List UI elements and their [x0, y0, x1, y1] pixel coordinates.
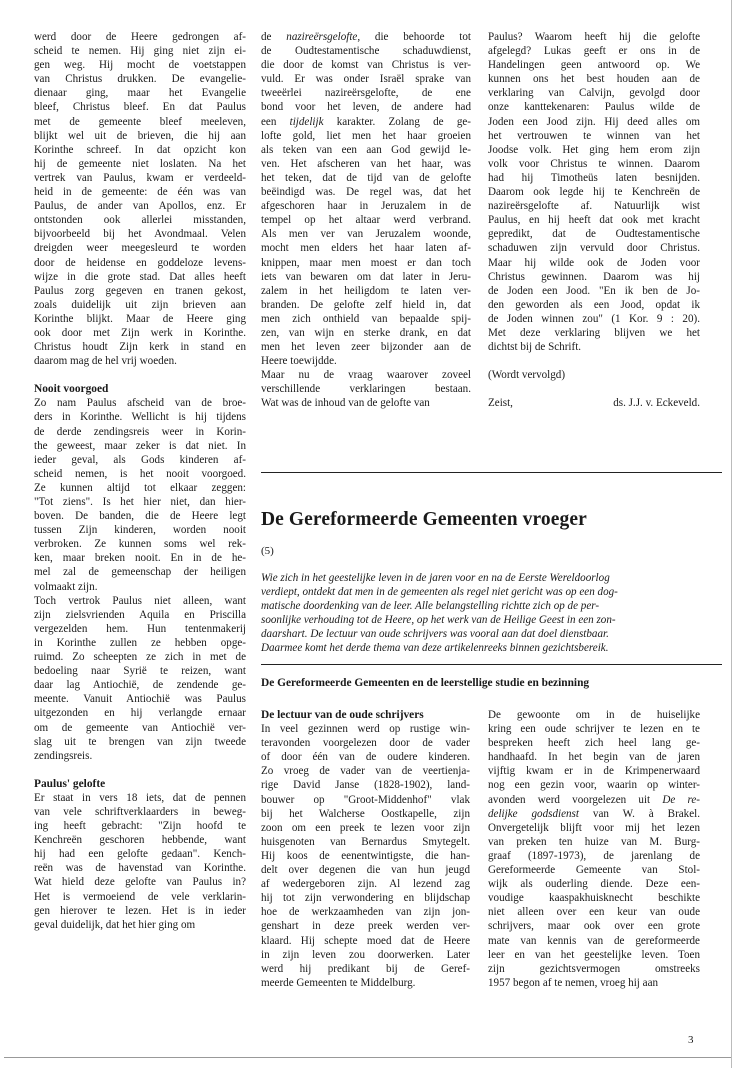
spacer — [34, 368, 246, 382]
text-line: leer en van het geestelijke leven. Toen — [488, 948, 700, 961]
text-line: mel zal de gemeenschap der heiligen — [34, 566, 246, 579]
intro-line: Wie zich in het geestelijke leven in de jaren voor en na de Eerste Wereldoorlog — [261, 572, 610, 584]
column-4 — [261, 708, 470, 990]
paragraph — [34, 396, 246, 593]
paragraph — [488, 708, 700, 990]
signature-author: ds. J.J. v. Eckeveld. — [613, 397, 700, 410]
text-line: Zo vroeg de vader van de veertienja- — [261, 765, 470, 778]
signature-place: Zeist, — [488, 397, 513, 410]
text-line: Hij koos de eenentwintigste, die han- — [261, 849, 470, 862]
text-line: bedoeling naar Syrië te reizen, want — [34, 665, 246, 678]
text-line: een tijdelijk karakter. Zolang de ge- — [261, 115, 471, 128]
text-line: Maar nu de vraag waarover zoveel — [261, 369, 471, 382]
text-line: graaf (1897-1973), de jarenlang de — [488, 849, 700, 862]
text-line: knippen, maar men moest er dan toch — [261, 256, 471, 269]
text-line: Handelingen geen antwoord op. We — [488, 59, 700, 72]
page-bottom-edge — [4, 1057, 732, 1058]
article-subtitle: De Gereformeerde Gemeenten en de leerstellige studie en bezinning — [261, 677, 590, 689]
text-line: gen hierover te lezen. Het is in ieder — [34, 904, 246, 917]
text-line: die door de komst van Christus is ver- — [261, 59, 471, 72]
text-line: Maar hij wilde ook de Joden voor — [488, 256, 700, 269]
paragraph — [34, 594, 246, 763]
text-line: blijkt wel uit de brieven, die hij aan — [34, 129, 246, 142]
text-line: ook door met Zijn werk in Korinthe. — [34, 326, 246, 339]
text-line: in zijn leven zou doorwerken. Later — [261, 948, 470, 961]
intro-line: verdiept, ontdekt dat men in de gemeenten als regel niet gericht was op een dog- — [261, 586, 618, 599]
intro-line: soonlijke verhouding tot de Heere, op het werk van de Heilige Geest in een zon- — [261, 614, 616, 627]
text-line: vertrek van Paulus, kwam er verdeeld- — [34, 171, 246, 184]
text-line: zalem in het heiligdom te laten ver- — [261, 284, 471, 297]
text-line: volk voor Christus te winnen. Daarom — [488, 157, 700, 170]
text-line: van Christus drukken. De evangelie- — [34, 73, 246, 86]
text-line: Zo nam Paulus afscheid van de broe- — [34, 397, 246, 410]
intro-line: Daarmee komt het derde thema van deze artikelenreeks binnen gezichtsbereik. — [261, 642, 609, 655]
text-line: handhaafd. In het begin van de jaren — [488, 751, 700, 764]
text-line: Korinthe schreef. In dat opzicht kon — [34, 143, 246, 156]
text-line: delijke godsdienst van W. à Brakel. — [488, 807, 701, 820]
text-line: afgelegd? Lukas geeft er ons in de — [488, 45, 700, 58]
text-line: nazireërsgelofte af. Natuurlijk wist — [488, 200, 700, 213]
text-line: den geworden als een Jood, opdat ik — [488, 298, 700, 311]
text-line: de derde zendingsreis weer in Korin- — [34, 425, 246, 438]
intro-divider — [261, 664, 722, 665]
column-1 — [34, 30, 246, 932]
text-line: volmaakt zijn. — [34, 580, 98, 593]
column-5 — [488, 708, 700, 990]
text-line: de Joden winnen zou" (1 Kor. 9 : 20). — [488, 312, 700, 325]
text-line: delt over degenen die van hun jeugd — [261, 864, 470, 877]
text-line: Heere toewijdde. — [261, 355, 337, 368]
paragraph — [261, 368, 471, 410]
text-line: verbroken. Ze kunnen soms wel rek- — [34, 538, 246, 551]
text-line: men zich onthield van bepaalde spij- — [261, 312, 471, 325]
intro-line: matische doordenking van de leer. Alle belangstelling richtte zich op de per- — [261, 600, 600, 613]
text-line: ven. Het afscheren van het haar, was — [261, 157, 471, 170]
text-line: beëindigd was. De regel was, dat het — [261, 186, 471, 199]
text-line: genshart in deze preek werden ver- — [261, 920, 470, 933]
text-line: Joodse volk. Het ging hem erom zijn — [488, 143, 700, 156]
text-line: heid in de gemeente: de één was van — [34, 186, 246, 199]
text-line: het vertrouwen te winnen van het — [488, 129, 700, 142]
text-line: mate van kennis van de gereformeerde — [488, 934, 700, 947]
article-title: De Gereformeerde Gemeenten vroeger — [261, 509, 587, 530]
text-line: Daarom ook legde hij te Kenchreën de — [488, 186, 700, 199]
text-line: zoon om een preek te lezen voor zijn — [261, 821, 470, 834]
text-line: 1957 begon af te nemen, vroeg hij aan — [488, 976, 659, 989]
text-line: gen weg. Hij mocht de voetstappen — [34, 59, 246, 72]
text-line: voudige kaaspakhuisknecht beschikte — [488, 892, 700, 905]
text-line: meerde Gemeenten te Middelburg. — [261, 976, 416, 989]
text-line: hij tot zijn verwondering en blijdschap — [261, 892, 470, 905]
text-line: In veel gezinnen werd op rustige win- — [261, 723, 470, 736]
text-line: meente. Vanuit Antiochië was Paulus — [34, 693, 246, 706]
text-line: Het is vermoeiend de vele verklarin- — [34, 890, 246, 903]
text-line: Korinthe blijkt. Maar de Heere ging — [34, 312, 246, 325]
text-line: lofte gold, liet men het haar groeien — [261, 129, 471, 142]
text-line: Paulus? Waarom heeft hij die gelofte — [488, 31, 700, 43]
spacer — [488, 382, 700, 396]
column-2 — [261, 30, 471, 411]
text-line: onze kanttekenaren: Paulus wilde de — [488, 101, 700, 114]
text-line: ders in Korinthe. Wellicht is hij tijdens — [34, 411, 246, 424]
text-line: bespreken heeft zich heel lang ge- — [488, 737, 700, 750]
section-heading: De lectuur van de oude schrijvers — [261, 709, 424, 721]
text-line: iets van bewaren om dat later in Jeru- — [261, 270, 471, 283]
page-right-edge — [731, 0, 732, 1068]
text-line: van preken ten huize van M. Burg- — [488, 835, 700, 848]
paragraph — [261, 722, 470, 990]
text-line: dienaar ging, maar het Evangelie — [34, 87, 246, 100]
text-line: zijn gezichtsvermogen omstreeks — [488, 962, 700, 975]
page-number: 3 — [688, 1034, 694, 1046]
text-line: schaduwen zijn vervuld door Christus. — [488, 242, 700, 255]
text-line: hij had een gelofte gedaan". Kench- — [34, 848, 246, 861]
text-line: geval duidelijk, dat het hier ging om — [34, 918, 196, 931]
article-number: (5) — [261, 545, 274, 557]
text-line: ing heeft gebracht: "Zijn hoofd te — [34, 820, 246, 833]
text-line: de Joden een Jood. "En ik ben de Jo- — [488, 284, 700, 297]
text-line: of door één van de oudere kinderen. — [261, 751, 470, 764]
text-line: werd hij predikant bij de Geref- — [261, 962, 470, 975]
text-line: afgeschoren haar in Jeruzalem in de — [261, 200, 471, 213]
text-line: Ze kunnen altijd tot elkaar zeggen: — [34, 481, 246, 494]
section-divider — [261, 472, 722, 473]
text-line: dreigden weer meegesleurd te worden — [34, 242, 246, 255]
text-line: men het leven zeer bijzonder aan de — [261, 341, 471, 354]
text-line: Christus gewinnen. Daarom was hij — [488, 270, 700, 283]
text-line: als teken van een aan God gewijd le- — [261, 143, 471, 156]
text-line: tussen Zijn kinderen, worden nooit — [34, 524, 246, 537]
text-line: bijvoorbeeld bij het Avondmaal. Velen — [34, 228, 246, 241]
text-line: zendingsreis. — [34, 749, 93, 762]
signature — [488, 396, 700, 410]
paragraph — [488, 368, 700, 382]
text-line: the geweest, maar zeker is dat niet. In — [34, 439, 246, 452]
text-line: ieder geval, als Gods kinderen af- — [34, 453, 246, 466]
text-line: wijze in die grote stad. Dat alles heeft — [34, 270, 246, 283]
text-line: met de gemeente bleef meeleven, — [34, 115, 246, 128]
text-line: had hij Timotheüs laten besnijden. — [488, 171, 700, 184]
text-line: hoe de werkzaamheden van zijn jon- — [261, 906, 470, 919]
text-line: slag uit te brengen van zijn tweede — [34, 735, 246, 748]
text-line: tweeërlei nazireërsgelofte, de ene — [261, 87, 471, 100]
text-line: Toch vertrok Paulus niet alleen, want — [34, 594, 246, 607]
text-line: niet alleen over een keur van oude — [488, 906, 700, 919]
text-line: nog een gezin voor, waarin op winter- — [488, 779, 700, 792]
text-line: de Oudtestamentische schaduwdienst, — [261, 45, 471, 58]
text-line: werd door de Heere gedrongen af- — [34, 31, 246, 43]
text-line: dichtst bij de Schrift. — [488, 341, 582, 354]
text-line: schrijvers, maar ook over een grote — [488, 920, 700, 933]
text-line: vijftig kwam er in de Krimpenerwaard — [488, 765, 700, 778]
column-3 — [488, 30, 700, 410]
text-line: om de gemeente van Antiochië ver- — [34, 721, 246, 734]
text-line: Paulus, de ander van Apollos, enz. Er — [34, 200, 246, 213]
text-line: Met deze verklaring blijven we het — [488, 326, 700, 339]
text-line: scheid nemen, is het nooit voorgoed. — [34, 467, 246, 480]
text-line: de nazireërsgelofte, die behoorde tot — [261, 31, 472, 43]
text-line: kring een oude schrijver te lezen en te — [488, 723, 700, 736]
text-line: bleef, Christus bleef. En dat Paulus — [34, 101, 246, 114]
text-line: Joden een Jood zijn. Hij deed alles om — [488, 115, 700, 128]
text-line: bij het Walcherse Oostkapelle, zijn — [261, 807, 470, 820]
text-line: Wat hield deze gelofte van Paulus in? — [34, 876, 246, 889]
text-line: Als men ver van Jeruzalem woonde, — [261, 228, 471, 241]
text-line: in Korinthe zullen ze hebben opge- — [34, 636, 246, 649]
spacer — [488, 354, 700, 368]
text-line: "Tot ziens". Is het hier niet, dan hier- — [34, 496, 246, 508]
article-intro — [261, 571, 701, 656]
text-line: huisgenoten van Bernardus Smytegelt. — [261, 835, 470, 848]
text-line: vergezelden hem. Hun tentenmakerij — [34, 622, 246, 635]
spacer — [34, 763, 246, 777]
text-line: uitgezonden en hij verlangde ernaar — [34, 707, 246, 720]
text-line: reën was de havenstad van Korinthe. — [34, 862, 246, 875]
text-line: mocht men elders het haar laten af- — [261, 242, 471, 255]
text-line: branden. De gelofte zelf hield in, dat — [261, 298, 471, 311]
intro-line: daarshart. De lectuur van oude schrijvers was vooral aan dat doel dienstbaar. — [261, 628, 609, 641]
text-line: Gereformeerde Gemeente van Stol- — [488, 864, 700, 877]
text-line: gepredikt, dat de Oudtestamentische — [488, 228, 700, 241]
text-line: Wat was de inhoud van de gelofte van — [261, 397, 430, 410]
text-line: rige David Janse (1828-1902), land- — [261, 779, 470, 792]
text-line: kunnen ons het best houden aan de — [488, 73, 700, 86]
text-line: ruimd. Zo scheepten ze zich in met de — [34, 651, 246, 664]
text-line: scheid te nemen. Hij ging niet zijn ei- — [34, 45, 246, 58]
text-line: Christus houdt Zijn kerk in stand en — [34, 341, 246, 354]
section-heading: Paulus' gelofte — [34, 777, 106, 790]
text-line: verklaring van Calvijn, gevolgd door — [488, 87, 700, 100]
text-line: het teken, dat de tijd van de gelofte — [261, 171, 471, 184]
paragraph — [261, 30, 471, 368]
text-line: verschillende verklaringen bestaan. — [261, 383, 471, 396]
text-line: Paulus, en hij heeft dat ook met kracht — [488, 214, 700, 227]
paragraph — [488, 30, 700, 354]
text-line: Er staat in vers 18 iets, dat de pennen — [34, 791, 246, 804]
text-line: ontstonden ook allerlei misstanden, — [34, 214, 246, 227]
text-line: zoals duidelijk uit zijn brieven aan — [34, 298, 246, 311]
paragraph — [34, 791, 246, 932]
paragraph — [34, 30, 246, 368]
text-line: bond voor het leven, de andere had — [261, 101, 471, 114]
text-line: avonden werd voorgelezen uit De re- — [488, 793, 700, 806]
text-line: door de heidense en goddeloze levens- — [34, 256, 246, 269]
text-line: zijn zielsvrienden Aquila en Priscilla — [34, 608, 246, 621]
text-line: van vele schriftverklaarders in beweg- — [34, 805, 246, 818]
text-line: hij de gemeente niet loslaten. Na het — [34, 157, 246, 170]
text-line: zen, van wijn en sterke drank, en dat — [261, 326, 471, 339]
text-line: De gewoonte om in de huiselijke — [488, 709, 700, 721]
text-line: tempel op het altaar werd verbrand. — [261, 214, 471, 227]
text-line: ken, maar breken nooit. En in de he- — [34, 552, 246, 565]
text-line: (Wordt vervolgd) — [488, 369, 566, 382]
text-line: wijk als ouderling diende. Deze een- — [488, 878, 700, 891]
text-line: klaard. Hij schepte moed dat de Heere — [261, 934, 470, 947]
text-line: boven. De banden, die de Heere legt — [34, 510, 246, 523]
text-line: Paulus zorg gegeven en tranen gekost, — [34, 284, 246, 297]
text-line: af wedergeboren zijn. Al lezend zag — [261, 878, 470, 891]
text-line: Onvergetelijk blijft voor mij het lezen — [488, 821, 700, 834]
section-heading: Nooit voorgoed — [34, 383, 109, 396]
text-line: vuld. Er was onder Israël sprake van — [261, 73, 471, 86]
text-line: daarom mag de hel vrij woeden. — [34, 355, 177, 368]
text-line: teravonden voorgelezen door de vader — [261, 737, 470, 750]
text-line: daar lag Antiochië, de zendende ge- — [34, 679, 246, 692]
text-line: Kenchreën geschoren hebbende, want — [34, 834, 246, 847]
text-line: bouwer op "Groot-Middenhof" vlak — [261, 793, 470, 806]
